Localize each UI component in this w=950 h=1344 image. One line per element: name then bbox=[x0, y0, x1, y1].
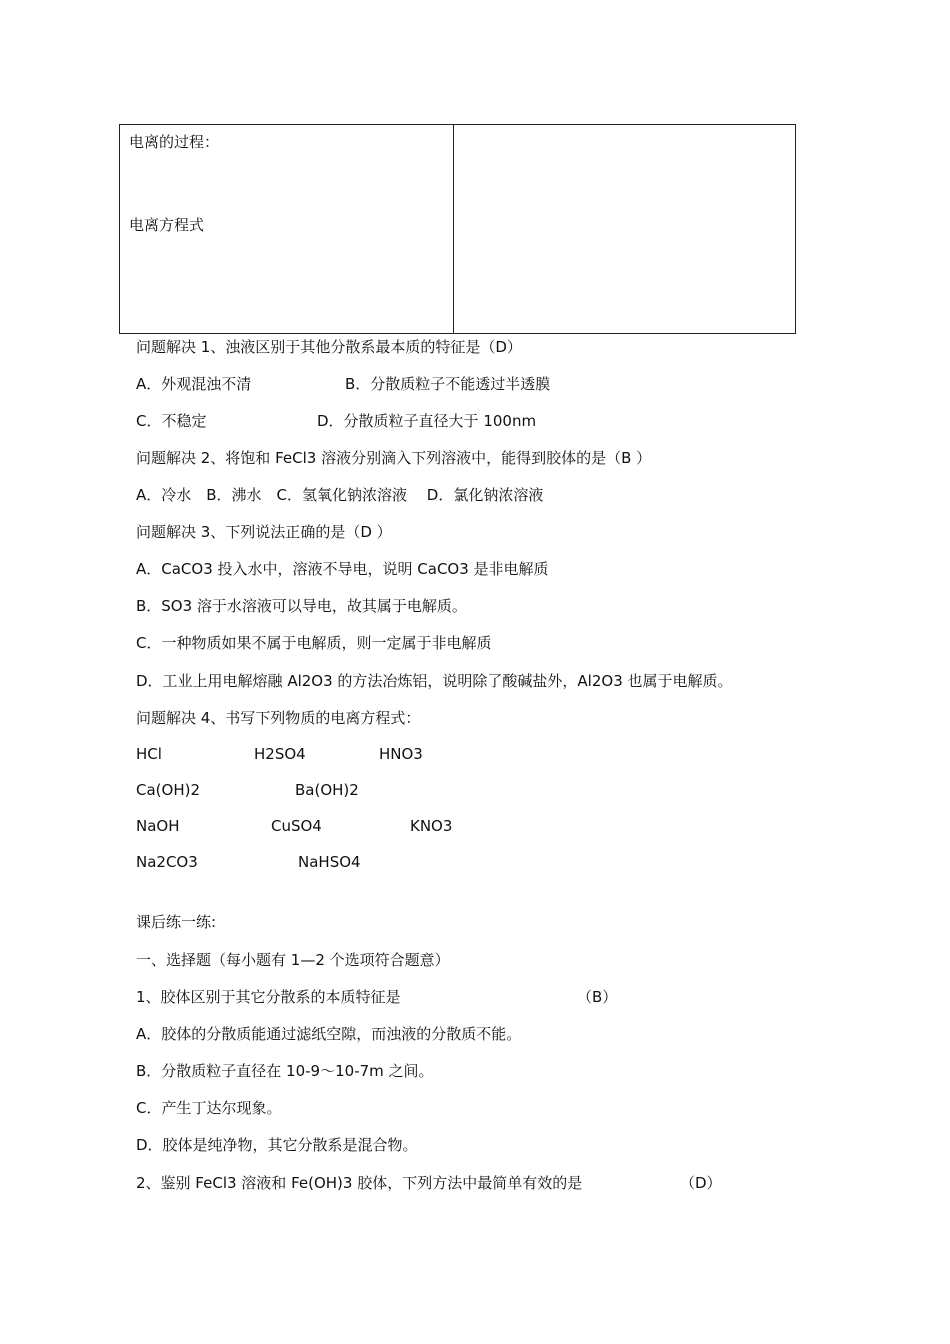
practice-heading: 课后练一练: bbox=[136, 913, 217, 931]
question-1-option-d: D．分散质粒子直径大于 100nm bbox=[317, 412, 537, 430]
ionization-table bbox=[119, 124, 796, 334]
question-4-stem: 问题解决 4、书写下列物质的电离方程式： bbox=[136, 709, 421, 727]
question-3-option-a: A．CaCO3 投入水中，溶液不导电，说明 CaCO3 是非电解质 bbox=[136, 560, 549, 578]
question-3-option-b: B．SO3 溶于水溶液可以导电，故其属于电解质。 bbox=[136, 597, 467, 615]
formula-hcl: HCl bbox=[136, 745, 162, 763]
practice-1-option-c: C．产生丁达尔现象。 bbox=[136, 1099, 282, 1117]
practice-2-answer: （D） bbox=[680, 1174, 722, 1192]
formula-naoh: NaOH bbox=[136, 817, 180, 835]
formula-nahso4: NaHSO4 bbox=[298, 853, 361, 871]
question-1-option-b: B．分散质粒子不能透过半透膜 bbox=[345, 375, 551, 393]
practice-1-answer: （B） bbox=[577, 988, 618, 1006]
formula-hno3: HNO3 bbox=[379, 745, 423, 763]
formula-cuso4: CuSO4 bbox=[271, 817, 322, 835]
formula-baoh2: Ba(OH)2 bbox=[295, 781, 359, 799]
practice-1-stem: 1、胶体区别于其它分散系的本质特征是 bbox=[136, 988, 401, 1006]
question-3-option-d: D．工业上用电解熔融 Al2O3 的方法冶炼铝，说明除了酸碱盐外，Al2O3 也属于电解质。 bbox=[136, 672, 733, 690]
question-2-options: A．冷水 B．沸水 C．氢氧化钠浓溶液 D．氯化钠浓溶液 bbox=[136, 486, 544, 504]
practice-1-option-b: B．分散质粒子直径在 10-9～10-7m 之间。 bbox=[136, 1062, 434, 1080]
question-1-option-c: C．不稳定 bbox=[136, 412, 207, 430]
question-1-option-a: A．外观混浊不清 bbox=[136, 375, 252, 393]
question-3-option-c: C．一种物质如果不属于电解质，则一定属于非电解质 bbox=[136, 634, 492, 652]
practice-section-title: 一、选择题（每小题有 1—2 个选项符合题意） bbox=[136, 951, 450, 969]
question-2-stem: 问题解决 2、将饱和 FeCl3 溶液分别滴入下列溶液中，能得到胶体的是（B ） bbox=[136, 449, 652, 467]
practice-2-stem: 2、鉴别 FeCl3 溶液和 Fe(OH)3 胶体，下列方法中最简单有效的是 bbox=[136, 1174, 583, 1192]
formula-kno3: KNO3 bbox=[410, 817, 453, 835]
practice-1-option-d: D．胶体是纯净物，其它分散系是混合物。 bbox=[136, 1136, 418, 1154]
formula-na2co3: Na2CO3 bbox=[136, 853, 198, 871]
formula-caoh2: Ca(OH)2 bbox=[136, 781, 200, 799]
question-3-stem: 问题解决 3、下列说法正确的是（D ） bbox=[136, 523, 392, 541]
ionization-process-label: 电离的过程： bbox=[129, 133, 220, 151]
practice-1-option-a: A．胶体的分散质能通过滤纸空隙，而浊液的分散质不能。 bbox=[136, 1025, 522, 1043]
question-1-stem: 问题解决 1、浊液区别于其他分散系最本质的特征是（D） bbox=[136, 338, 522, 356]
table-divider bbox=[453, 125, 454, 333]
formula-h2so4: H2SO4 bbox=[254, 745, 306, 763]
ionization-equation-label: 电离方程式 bbox=[129, 216, 205, 234]
